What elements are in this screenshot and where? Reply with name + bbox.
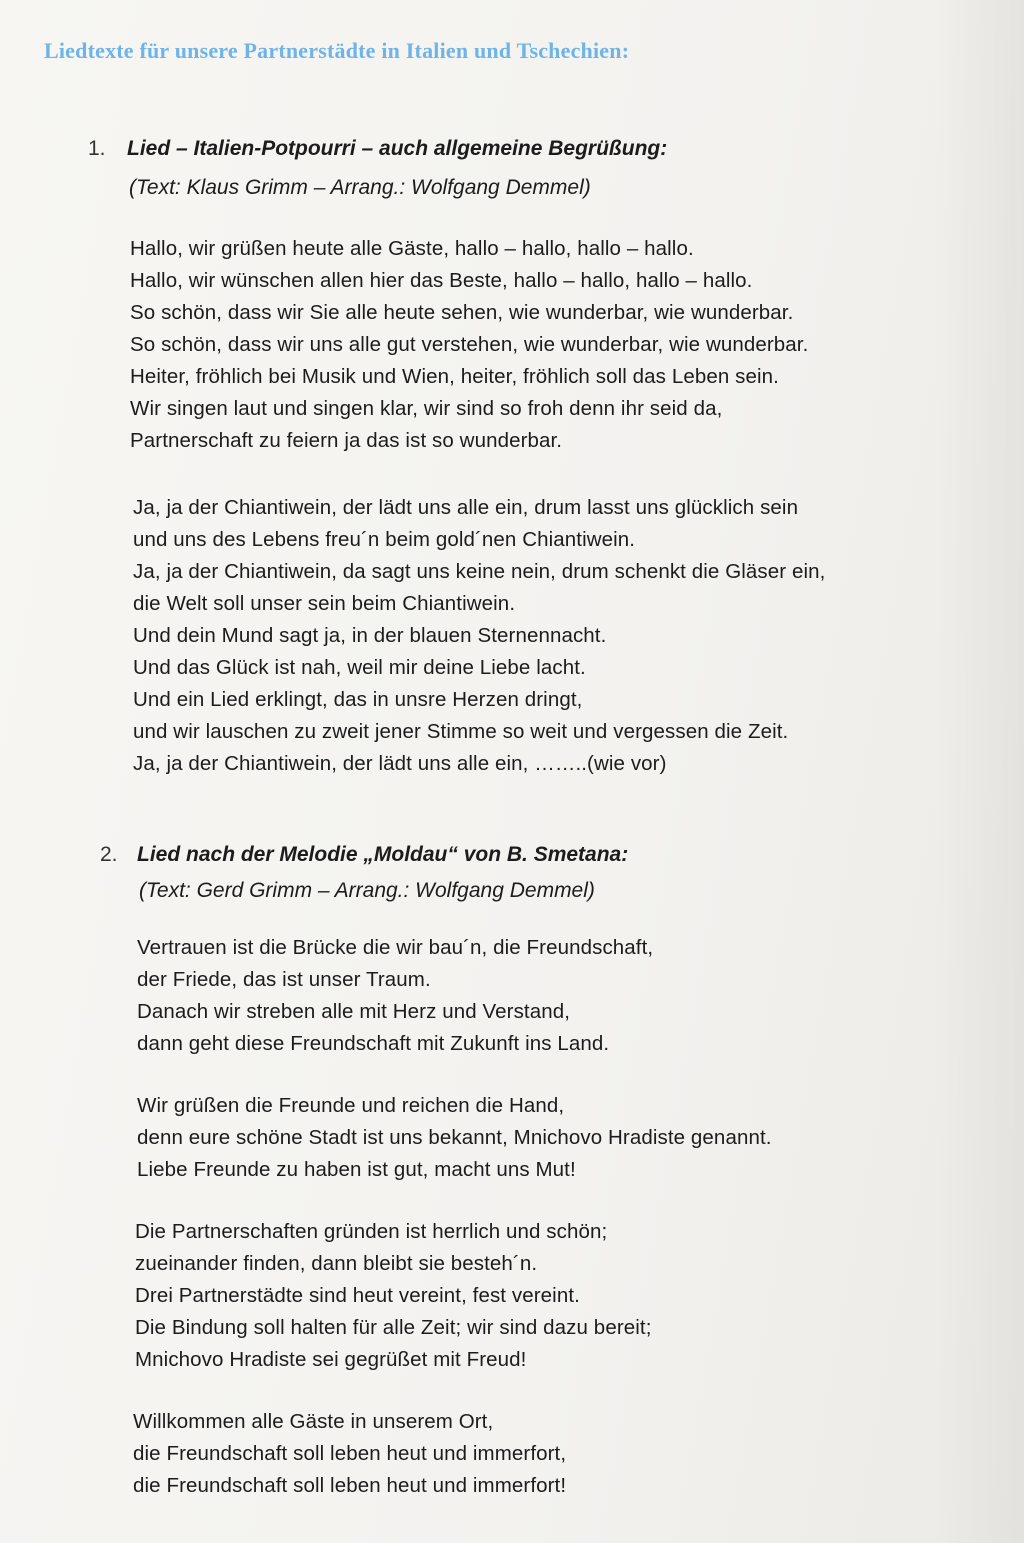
lyric-line: Und das Glück ist nah, weil mir deine Liebe lacht.: [133, 656, 586, 679]
lyric-line: Hallo, wir grüßen heute alle Gäste, hallo – hallo, hallo – hallo.: [130, 237, 694, 260]
lyric-line: Ja, ja der Chiantiwein, der lädt uns alle ein, ……..(wie vor): [133, 752, 667, 775]
lyric-line: zueinander finden, dann bleibt sie besteh´n.: [135, 1252, 538, 1275]
stanza: [133, 1406, 566, 1502]
lyric-line: Wir singen laut und singen klar, wir sind so froh denn ihr seid da,: [130, 397, 723, 420]
lyric-line: Partnerschaft zu feiern ja das ist so wunderbar.: [130, 429, 563, 452]
lyric-line: Heiter, fröhlich bei Musik und Wien, heiter, fröhlich soll das Leben sein.: [130, 365, 779, 388]
lyric-line: Ja, ja der Chiantiwein, da sagt uns keine nein, drum schenkt die Gläser ein,: [133, 560, 826, 583]
lyric-line: Und dein Mund sagt ja, in der blauen Sternennacht.: [133, 624, 607, 647]
lyric-line: So schön, dass wir Sie alle heute sehen, wie wunderbar, wie wunderbar.: [130, 301, 794, 324]
page-edge-shadow: [934, 0, 1024, 1543]
song-number: 1.: [88, 137, 106, 160]
lyric-line: der Friede, das ist unser Traum.: [137, 968, 431, 991]
stanza: [130, 233, 808, 457]
stanza: [135, 1216, 652, 1376]
lyric-line: Die Bindung soll halten für alle Zeit; wir sind dazu bereit;: [135, 1316, 652, 1339]
lyric-line: und wir lauschen zu zweit jener Stimme so weit und vergessen die Zeit.: [133, 720, 789, 743]
lyric-line: Ja, ja der Chiantiwein, der lädt uns alle ein, drum lasst uns glücklich sein: [133, 496, 799, 519]
lyric-line: die Freundschaft soll leben heut und immerfort!: [133, 1474, 567, 1497]
lyric-line: Willkommen alle Gäste in unserem Ort,: [133, 1410, 494, 1433]
lyric-line: die Freundschaft soll leben heut und immerfort,: [133, 1442, 567, 1465]
stanza: [137, 1090, 772, 1186]
lyric-line: Wir grüßen die Freunde und reichen die Hand,: [137, 1094, 565, 1117]
lyric-line: Drei Partnerstädte sind heut vereint, fest vereint.: [135, 1284, 580, 1307]
lyric-line: Liebe Freunde zu haben ist gut, macht uns Mut!: [137, 1158, 576, 1181]
lyric-line: So schön, dass wir uns alle gut verstehen, wie wunderbar, wie wunderbar.: [130, 333, 809, 356]
song-credit: (Text: Klaus Grimm – Arrang.: Wolfgang Demmel): [129, 176, 591, 199]
lyric-line: Danach wir streben alle mit Herz und Verstand,: [137, 1000, 571, 1023]
lyric-line: denn eure schöne Stadt ist uns bekannt, Mnichovo Hradiste genannt.: [137, 1126, 772, 1149]
lyric-line: Hallo, wir wünschen allen hier das Beste, hallo – hallo, hallo – hallo.: [130, 269, 753, 292]
song-heading: Lied – Italien-Potpourri – auch allgemeine Begrüßung:: [127, 137, 668, 160]
lyric-line: Die Partnerschaften gründen ist herrlich und schön;: [135, 1220, 608, 1243]
lyric-line: dann geht diese Freundschaft mit Zukunft ins Land.: [137, 1032, 610, 1055]
lyric-line: Vertrauen ist die Brücke die wir bau´n, die Freundschaft,: [137, 936, 654, 959]
song-credit: (Text: Gerd Grimm – Arrang.: Wolfgang Demmel): [139, 879, 595, 902]
song-heading: Lied nach der Melodie „Moldau“ von B. Smetana:: [137, 843, 629, 866]
stanza: [133, 492, 825, 780]
song-number: 2.: [100, 843, 118, 866]
lyric-line: Und ein Lied erklingt, das in unsre Herzen dringt,: [133, 688, 583, 711]
lyric-line: Mnichovo Hradiste sei gegrüßet mit Freud!: [135, 1348, 527, 1371]
document-title: Liedtexte für unsere Partnerstädte in Italien und Tschechien:: [44, 38, 630, 63]
stanza: [137, 932, 653, 1060]
lyric-line: die Welt soll unser sein beim Chiantiwein.: [133, 592, 516, 615]
lyric-line: und uns des Lebens freu´n beim gold´nen Chiantiwein.: [133, 528, 636, 551]
